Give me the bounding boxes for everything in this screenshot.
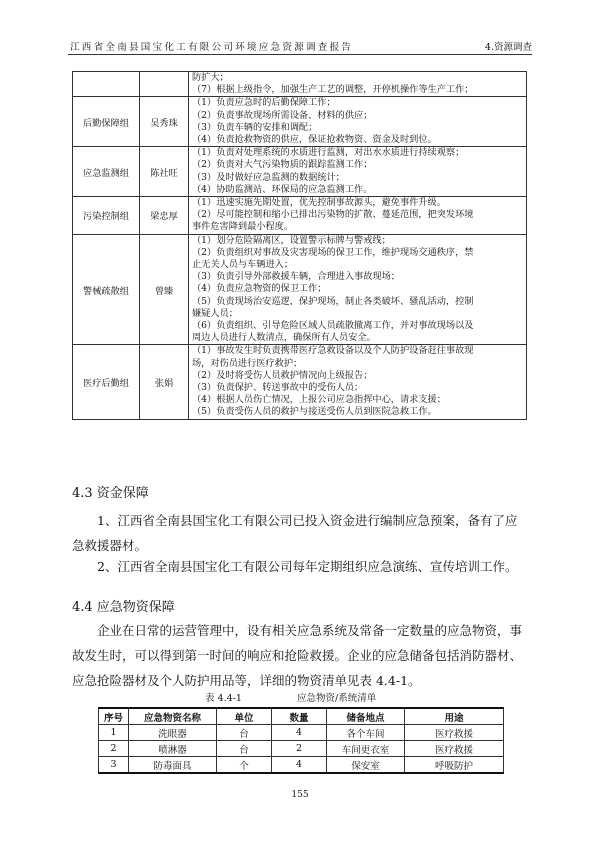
table-cell: 车间更衣室 <box>327 741 405 757</box>
duty-row <box>73 97 527 147</box>
page-number: 155 <box>291 790 309 800</box>
duty-line: 嫌疑人员； <box>192 307 238 319</box>
table-cell: 台 <box>217 725 272 741</box>
duty-cell <box>189 234 527 345</box>
duty-line: （4）根据人员伤亡情况，上报公司应急指挥中心，请求支援； <box>192 394 446 406</box>
duty-line: （1）负责应急时的后勤保障工作； <box>192 97 336 109</box>
column-header: 数量 <box>272 708 327 725</box>
paragraph: 1、江西省全南县国宝化工有限公司已投入资金进行编制应急预案，备有了应急救援器材。 <box>72 513 518 553</box>
duty-line: 场，对伤员进行医疗救护； <box>192 357 303 369</box>
duty-line: 防扩大； <box>192 72 229 83</box>
table-row <box>99 757 504 774</box>
duty-line: （3）负责引导外部救援车辆，合理进入事故现场； <box>192 271 400 283</box>
table-row <box>99 725 504 741</box>
duty-row <box>73 72 527 97</box>
table-cell: 各个车间 <box>327 725 405 741</box>
duty-table <box>72 71 527 420</box>
paragraph: 2、江西省全南县国宝化工有限公司每年定期组织应急演练、宣传培训工作。 <box>97 559 518 574</box>
duty-line: （6）负责组织、引导危险区域人员疏散撤离工作，并对事故现场以及 <box>192 320 474 332</box>
duty-row <box>73 197 527 235</box>
duty-line: （5）负责现场治安巡逻，保护现场，制止各类破坏、骚乱活动，控制 <box>192 295 474 307</box>
page-header <box>68 38 532 55</box>
duty-line: （4）负责抢救物资的供应，保证抢救物资、资金及时到位。 <box>192 134 437 146</box>
table-cell: 防毒面具 <box>129 757 217 774</box>
report-title: 江西省全南县国宝化工有限公司环境应急资源调查报告 <box>70 42 354 53</box>
column-header: 应急物资名称 <box>129 708 217 725</box>
person-cell: 曾臻 <box>140 234 189 345</box>
table-cell: 喷淋器 <box>129 741 217 757</box>
person-cell: 陈社旺 <box>140 147 189 197</box>
duty-line: 周边人员进行人数清点，确保所有人员安全。 <box>192 332 376 344</box>
table-cell: 台 <box>217 741 272 757</box>
person-cell: 吴秀珠 <box>140 97 189 147</box>
section-label: 4.资源调查 <box>484 42 532 53</box>
duty-cell <box>189 197 527 235</box>
person-cell: 张娟 <box>140 345 189 419</box>
duty-cell <box>189 345 527 419</box>
table-title: 应急物资/系统清单 <box>297 693 377 704</box>
duty-line: （1）迅速实施先期处置，优先控制事故源头，避免事件升级。 <box>192 197 446 209</box>
table-number: 表 4.4-1 <box>205 693 242 704</box>
table-cell: 医疗救援 <box>405 725 504 741</box>
table-cell: 医疗救援 <box>405 741 504 757</box>
person-cell <box>140 72 189 97</box>
table-cell: 4 <box>272 725 327 741</box>
column-header: 序号 <box>99 708 129 725</box>
group-cell: 污染控制组 <box>73 197 140 235</box>
group-cell: 警械疏散组 <box>73 234 140 345</box>
duty-line: （7）根据上级指令，加强生产工艺的调整，开停机操作等生产工作； <box>192 84 474 96</box>
duty-cell <box>189 97 527 147</box>
column-header: 储备地点 <box>327 708 405 725</box>
duty-line: （2）负责组织对事故及灾害现场的保卫工作，维护现场交通秩序，禁 <box>192 246 474 258</box>
duty-line: （2）负责事故现场所需设备、材料的供应； <box>192 109 373 121</box>
table-cell: 个 <box>217 757 272 774</box>
table-cell: 2 <box>99 741 129 757</box>
duty-row <box>73 234 527 345</box>
group-cell: 后勤保障组 <box>73 97 140 147</box>
column-header: 单位 <box>217 708 272 725</box>
duty-row <box>73 345 527 419</box>
table-cell: 呼吸防护 <box>405 757 504 774</box>
table-cell: 3 <box>99 757 129 774</box>
duty-line: （1）负责对处理系统的水质进行监测，对出水水质进行持续观察； <box>192 147 465 159</box>
table-cell: 1 <box>99 725 129 741</box>
duty-line: 止无关人员与车辆进入； <box>192 259 294 271</box>
column-header: 用途 <box>405 708 504 725</box>
group-cell <box>73 72 140 97</box>
material-table <box>98 707 504 774</box>
group-cell: 应急监测组 <box>73 147 140 197</box>
duty-cell <box>189 147 527 197</box>
duty-line: （5）负责受伤人员的救护与接送受伤人员到医院急救工作。 <box>192 406 437 418</box>
duty-line: （2）及时将受伤人员救护情况向上级报告； <box>192 369 373 381</box>
section-heading-4-4: 4.4 应急物资保障 <box>72 600 175 615</box>
duty-line: （2）负责对大气污染物质的跟踪监测工作； <box>192 159 373 171</box>
group-cell: 医疗后勤组 <box>73 345 140 419</box>
duty-line: （1）划分危险隔离区，设置警示标牌与警戒线； <box>192 234 391 246</box>
person-cell: 梁忠厚 <box>140 197 189 235</box>
duty-cell <box>189 72 527 97</box>
table-cell: 2 <box>272 741 327 757</box>
section-heading-4-3: 4.3 资金保障 <box>72 486 149 501</box>
table-cell: 4 <box>272 757 327 774</box>
duty-line: （2）尽可能控制和缩小已排出污染物的扩散、蔓延范围，把突发环境 <box>192 209 474 221</box>
paragraph: 企业在日常的运营管理中，设有相关应急系统及常备一定数量的应急物资，事故发生时，可以得到第一时间的响应和抢险救援。企业的应急储备包括消防器材、应急抢险器材及个人防护用品等，详细的物资清单见表 4.4-1。 <box>72 623 523 688</box>
duty-line: （3）负责车辆的安排和调配； <box>192 121 318 133</box>
table-row <box>99 741 504 757</box>
duty-line: 事件危害降到最小程度。 <box>192 221 294 233</box>
duty-line: （3）负责保护、转送事故中的受伤人员； <box>192 382 364 394</box>
duty-line: （1）事故发生时负责携带医疗急救设备以及个人防护设备赶往事故现 <box>192 345 474 357</box>
duty-line: （3）及时做好应急监测的数据统计； <box>192 171 345 183</box>
table-cell: 洗眼器 <box>129 725 217 741</box>
duty-line: （4）协助监测站、环保局的应急监测工作。 <box>192 183 373 195</box>
duty-line: （4）负责应急物资的保卫工作； <box>192 283 327 295</box>
table-cell: 保安室 <box>327 757 405 774</box>
duty-row <box>73 147 527 197</box>
